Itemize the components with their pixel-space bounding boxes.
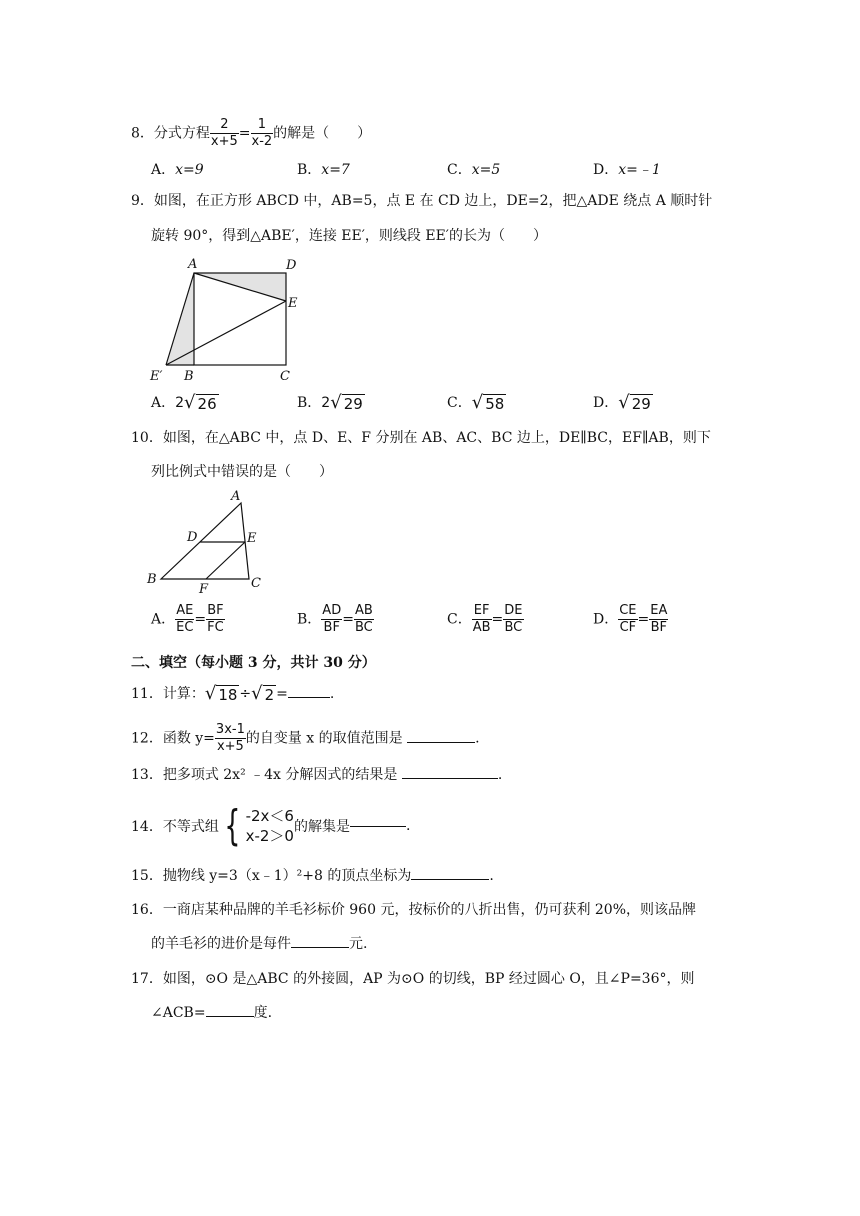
question-number: 14． xyxy=(131,819,163,835)
fraction: $\frac{BF}{FC}$ xyxy=(207,603,224,635)
question-number: 9． xyxy=(131,193,154,209)
option-text: x=﹣1 xyxy=(618,162,661,178)
option-label: C． xyxy=(447,611,472,628)
question-11 xyxy=(131,684,334,704)
segment-ef xyxy=(206,542,245,579)
option-text: x=7 xyxy=(321,162,350,178)
question-8 xyxy=(131,117,371,150)
question-17 xyxy=(131,969,695,989)
question-9-continued xyxy=(151,226,547,246)
fraction: $\frac{CE}{CF}$ xyxy=(619,603,637,635)
answer-blank[interactable] xyxy=(206,1016,254,1017)
label-d: D xyxy=(187,530,198,545)
option-a: A． $\frac{AE}{EC}$ = $\frac{BF}{FC}$ xyxy=(151,603,224,635)
square-root: √ 26 xyxy=(184,392,217,413)
question-9 xyxy=(131,191,712,211)
label-e: E xyxy=(247,531,257,546)
numerator: 1 xyxy=(257,117,266,132)
square-root: √ 2 xyxy=(251,683,275,704)
option-d xyxy=(593,159,661,179)
label-a: A xyxy=(231,489,241,504)
question-number: 13． xyxy=(131,767,163,783)
option-text: x=9 xyxy=(175,162,204,178)
radicand: 18 xyxy=(218,686,238,704)
option-d: D． $\frac{CE}{CF}$ = $\frac{EA}{BF}$ xyxy=(593,603,668,635)
option-label: A． xyxy=(151,162,176,178)
fraction: $\frac{3x-1}{x+5}$ xyxy=(215,722,245,754)
question-14 xyxy=(131,798,410,854)
equals-sign: = xyxy=(276,686,288,702)
question-16-continued xyxy=(151,934,367,954)
question-17-continued xyxy=(151,1003,272,1023)
radicand: 29 xyxy=(343,395,363,413)
square-root: √ 29 xyxy=(618,392,651,413)
coefficient: 2 xyxy=(321,395,331,411)
label-b: B xyxy=(147,572,157,587)
question-text: 不等式组 xyxy=(162,819,219,835)
question-text: 元. xyxy=(349,936,368,952)
question-16 xyxy=(131,900,696,920)
question-text: 列比例式中错误的是（ ） xyxy=(151,464,333,480)
denominator: x-2 xyxy=(251,134,273,149)
answer-blank[interactable] xyxy=(402,778,498,779)
question-text: 的解集是 xyxy=(293,819,350,835)
radicand: 26 xyxy=(197,395,217,413)
radicand: 58 xyxy=(485,395,505,413)
question-text: 的羊毛衫的进价是每件 xyxy=(151,936,291,952)
question-number: 12． xyxy=(131,730,163,747)
brace: { xyxy=(224,801,241,850)
inequality-system xyxy=(246,806,294,846)
numerator: 2 xyxy=(220,117,229,132)
option-label: B． xyxy=(297,395,322,411)
label-e: E xyxy=(288,296,298,311)
question-number: 8． xyxy=(131,125,154,142)
square-figure xyxy=(140,255,310,385)
section-heading: 二、填空（每小题 3 分，共计 30 分） xyxy=(131,655,376,671)
option-b: B． $\frac{AD}{BF}$ = $\frac{AB}{BC}$ xyxy=(297,603,373,635)
equals-sign: = xyxy=(238,125,251,142)
question-text: 的自变量 x 的取值范围是 xyxy=(245,730,408,747)
fraction: $\frac{AE}{EC}$ xyxy=(176,603,194,635)
option-label: A． xyxy=(151,395,176,411)
option-d xyxy=(593,392,653,413)
question-text: 如图，在△ABC 中，点 D、E、F 分别在 AB、AC、BC 边上，DE∥BC，EF∥AB，则下 xyxy=(162,430,711,446)
question-text: 把多项式 2x² ﹣4x 分解因式的结果是 xyxy=(162,767,402,783)
option-label: B． xyxy=(297,162,322,178)
inequality-1: -2x＜6 xyxy=(245,807,294,825)
fraction: $\frac{AB}{BC}$ xyxy=(354,603,373,635)
label-c: C xyxy=(280,369,290,384)
denominator: x+5 xyxy=(210,134,238,149)
question-10 xyxy=(131,428,711,448)
question-text: 度. xyxy=(253,1005,273,1021)
question-text: 旋转 90°，得到△ABE′，连接 EE′，则线段 EE′的长为（ ） xyxy=(151,228,547,244)
label-e-prime: E′ xyxy=(150,369,163,384)
label-f: F xyxy=(199,582,209,597)
question-text: 计算： xyxy=(162,686,205,702)
radicand: 29 xyxy=(631,395,651,413)
period: . xyxy=(489,868,494,884)
question-text: 函数 y= xyxy=(162,730,215,747)
fraction: $\frac{EA}{BF}$ xyxy=(650,603,668,635)
inequality-2: x-2＞0 xyxy=(245,827,294,845)
fraction: $\frac{DE}{BC}$ xyxy=(504,603,523,635)
triangle-abc xyxy=(161,503,249,579)
option-b xyxy=(297,392,365,413)
question-number: 17． xyxy=(131,971,163,987)
coefficient: 2 xyxy=(175,395,185,411)
option-label: C． xyxy=(447,395,472,411)
square-root: √ 58 xyxy=(471,392,505,413)
fraction: $\frac{AD}{BF}$ xyxy=(322,603,342,635)
square-root: √ 18 xyxy=(204,683,238,704)
option-b xyxy=(297,159,350,179)
answer-blank[interactable] xyxy=(288,697,330,698)
question-10-continued xyxy=(151,462,333,482)
question-number: 16． xyxy=(131,902,163,918)
option-c: C． $\frac{EF}{AB}$ = $\frac{DE}{BC}$ xyxy=(447,603,523,635)
answer-blank[interactable] xyxy=(291,947,349,948)
fraction: $\frac{EF}{AB}$ xyxy=(472,603,491,635)
question-text: 一商店某种品牌的羊毛衫标价 960 元，按标价的八折出售，仍可获利 20%，则该品牌 xyxy=(162,902,697,918)
option-label: C． xyxy=(447,162,472,178)
triangle-figure xyxy=(143,487,273,597)
label-b: B xyxy=(184,369,194,384)
answer-blank[interactable] xyxy=(350,826,406,827)
question-number: 11． xyxy=(131,686,163,702)
label-c: C xyxy=(251,576,261,591)
option-label: D． xyxy=(593,611,619,628)
question-number: 15． xyxy=(131,868,163,884)
division-sign: ÷ xyxy=(239,686,252,702)
question-number: 10． xyxy=(131,430,163,446)
answer-blank[interactable] xyxy=(411,879,489,880)
question-15 xyxy=(131,866,494,886)
option-text: x=5 xyxy=(471,162,501,178)
answer-blank[interactable] xyxy=(407,742,475,743)
question-text: 分式方程 xyxy=(153,125,210,142)
question-13 xyxy=(131,765,502,785)
period: . xyxy=(329,686,335,702)
question-text: ∠ACB= xyxy=(151,1005,206,1021)
option-c xyxy=(447,159,500,179)
option-c xyxy=(447,392,506,413)
radicand: 2 xyxy=(264,686,275,704)
square-root: √ 29 xyxy=(330,392,363,413)
question-text: 抛物线 y=3（x﹣1）²+8 的顶点坐标为 xyxy=(162,868,412,884)
option-label: D． xyxy=(593,162,619,178)
question-text: 如图，在正方形 ABCD 中，AB=5，点 E 在 CD 边上，DE=2，把△ADE 绕点 A 顺时针 xyxy=(153,193,713,209)
option-label: B． xyxy=(297,611,322,628)
option-label: A． xyxy=(151,611,176,628)
question-text: 的解是（ ） xyxy=(273,125,372,142)
period: . xyxy=(405,818,411,834)
label-d: D xyxy=(286,258,297,273)
label-a: A xyxy=(188,257,198,272)
question-12 xyxy=(131,722,480,755)
fraction xyxy=(210,117,239,150)
option-label: D． xyxy=(593,395,619,411)
option-a xyxy=(151,392,219,413)
period: . xyxy=(475,730,480,747)
fraction xyxy=(251,117,274,150)
period: . xyxy=(497,767,503,783)
option-a xyxy=(151,159,204,179)
question-text: 如图，⊙O 是△ABC 的外接圆，AP 为⊙O 的切线，BP 经过圆心 O，且∠P=36°，则 xyxy=(162,971,695,987)
